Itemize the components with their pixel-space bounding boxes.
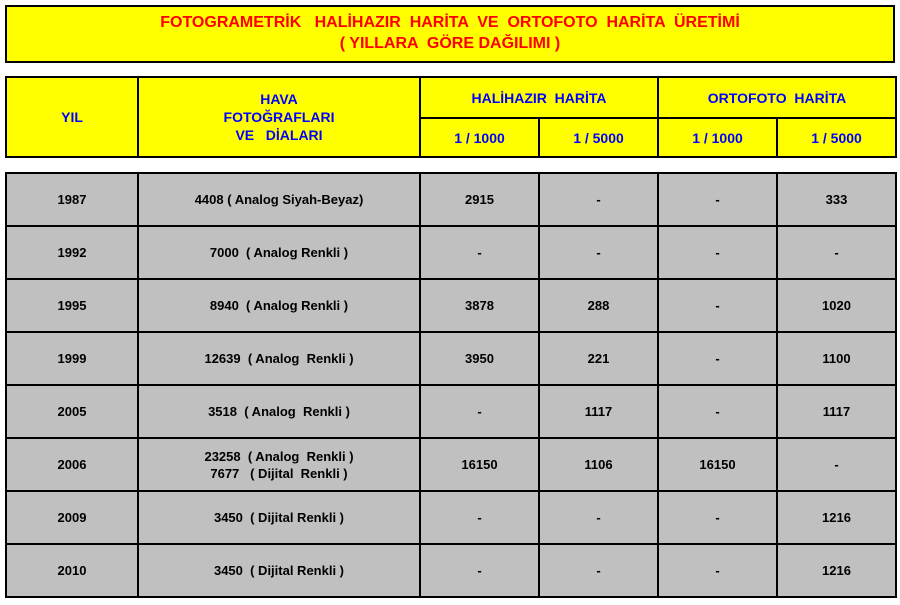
cell-hh-5000: 1117: [539, 385, 658, 438]
cell-year: 2010: [6, 544, 138, 597]
cell-year: 2009: [6, 491, 138, 544]
header-year: YIL: [6, 77, 138, 157]
table-row: [6, 173, 896, 226]
title-banner: [5, 5, 895, 63]
cell-hh-5000: -: [539, 491, 658, 544]
cell-year: 1995: [6, 279, 138, 332]
cell-of-5000: 1100: [777, 332, 896, 385]
cell-hh-1000: 3878: [420, 279, 539, 332]
header-of-5000: 1 / 5000: [777, 118, 896, 157]
header-halihazir: HALİHAZIR HARİTA: [420, 77, 658, 118]
cell-of-5000: 1117: [777, 385, 896, 438]
header-hh-5000: 1 / 5000: [539, 118, 658, 157]
cell-hh-5000: 288: [539, 279, 658, 332]
cell-hh-1000: 16150: [420, 438, 539, 491]
cell-hh-1000: -: [420, 385, 539, 438]
header-table: [5, 76, 897, 158]
cell-hh-1000: 3950: [420, 332, 539, 385]
table-row: [6, 226, 896, 279]
cell-of-5000: -: [777, 226, 896, 279]
table-row: [6, 279, 896, 332]
table-row: [6, 544, 896, 597]
cell-hh-5000: 1106: [539, 438, 658, 491]
cell-of-1000: -: [658, 173, 777, 226]
cell-of-1000: -: [658, 544, 777, 597]
cell-photos: 4408 ( Analog Siyah-Beyaz): [138, 173, 420, 226]
cell-of-5000: -: [777, 438, 896, 491]
cell-of-1000: -: [658, 226, 777, 279]
cell-photos: 3450 ( Dijital Renkli ): [138, 491, 420, 544]
cell-hh-5000: -: [539, 173, 658, 226]
header-photos: HAVA FOTOĞRAFLARI VE DİALARI: [138, 77, 420, 157]
cell-of-5000: 333: [777, 173, 896, 226]
cell-photos: 12639 ( Analog Renkli ): [138, 332, 420, 385]
header-ortofoto: ORTOFOTO HARİTA: [658, 77, 896, 118]
cell-hh-5000: -: [539, 226, 658, 279]
table-row: [6, 385, 896, 438]
cell-of-5000: 1216: [777, 491, 896, 544]
title-line-1: FOTOGRAMETRİK HALİHAZIR HARİTA VE ORTOFOTO HARİTA ÜRETİMİ: [160, 14, 740, 31]
cell-hh-1000: -: [420, 491, 539, 544]
table-row: [6, 332, 896, 385]
data-table: [5, 172, 897, 598]
cell-hh-1000: -: [420, 544, 539, 597]
cell-year: 1992: [6, 226, 138, 279]
cell-hh-5000: -: [539, 544, 658, 597]
header-hh-1000: 1 / 1000: [420, 118, 539, 157]
cell-photos: 3518 ( Analog Renkli ): [138, 385, 420, 438]
cell-of-1000: -: [658, 279, 777, 332]
cell-year: 1987: [6, 173, 138, 226]
table-row: [6, 438, 896, 491]
cell-of-1000: -: [658, 332, 777, 385]
title-line-2: ( YILLARA GÖRE DAĞILIMI ): [339, 35, 561, 52]
cell-of-1000: 16150: [658, 438, 777, 491]
cell-hh-1000: 2915: [420, 173, 539, 226]
cell-photos: 3450 ( Dijital Renkli ): [138, 544, 420, 597]
cell-year: 1999: [6, 332, 138, 385]
cell-hh-1000: -: [420, 226, 539, 279]
header-of-1000: 1 / 1000: [658, 118, 777, 157]
cell-of-1000: -: [658, 491, 777, 544]
cell-hh-5000: 221: [539, 332, 658, 385]
cell-of-5000: 1216: [777, 544, 896, 597]
cell-of-1000: -: [658, 385, 777, 438]
cell-of-5000: 1020: [777, 279, 896, 332]
cell-year: 2005: [6, 385, 138, 438]
table-row: [6, 491, 896, 544]
cell-photos: 8940 ( Analog Renkli ): [138, 279, 420, 332]
cell-photos: 23258 ( Analog Renkli ) 7677 ( Dijital Renkli ): [138, 438, 420, 491]
cell-photos: 7000 ( Analog Renkli ): [138, 226, 420, 279]
cell-year: 2006: [6, 438, 138, 491]
